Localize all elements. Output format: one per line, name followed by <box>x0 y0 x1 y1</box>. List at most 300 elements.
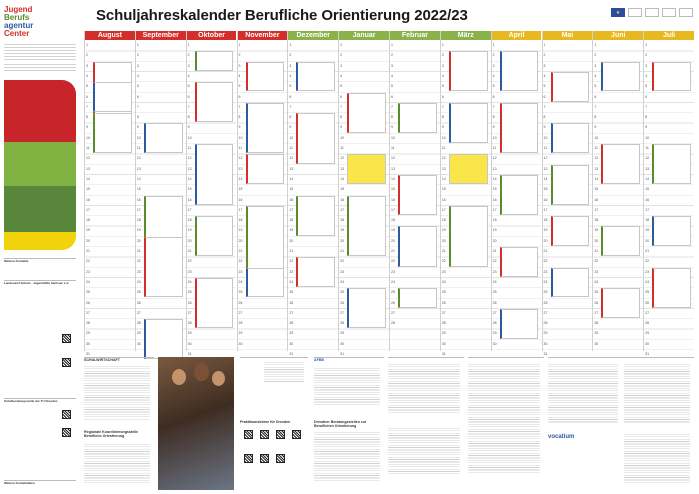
calendar-event[interactable] <box>652 216 691 246</box>
calendar-event[interactable] <box>551 268 590 298</box>
day-number: 30 <box>187 341 192 346</box>
day-number: 26 <box>441 300 446 305</box>
day-number: 16 <box>238 197 243 202</box>
day-list <box>390 41 440 351</box>
day-number: 29 <box>340 331 345 336</box>
day-number: 28 <box>391 321 395 326</box>
day-number: 31 <box>543 352 548 356</box>
day-number: 13 <box>441 166 446 171</box>
month-column <box>542 31 593 356</box>
day-number: 21 <box>594 249 599 253</box>
afbb-panel <box>314 357 384 490</box>
day-number: 31 <box>187 352 192 356</box>
day-number: 23 <box>645 269 650 274</box>
day-number: 20 <box>492 238 497 243</box>
day-number: 23 <box>594 269 599 274</box>
day-number: 11 <box>492 146 497 150</box>
day-number: 18 <box>441 218 446 223</box>
day-number: 26 <box>391 300 395 305</box>
day-number: 15 <box>543 187 548 192</box>
day-number: 31 <box>289 352 294 356</box>
day-number: 26 <box>543 300 548 305</box>
schulwirtschaft-title: SCHULWIRTSCHAFT <box>84 358 120 362</box>
day-number: 9 <box>238 125 241 130</box>
day-number: 6 <box>492 94 495 99</box>
day-number: 4 <box>645 73 648 78</box>
day-number: 22 <box>391 259 395 264</box>
day-number: 13 <box>492 166 497 171</box>
day-number: 27 <box>187 310 192 315</box>
day-number: 17 <box>391 207 395 212</box>
day-number: 19 <box>543 228 548 233</box>
day-number: 7 <box>238 104 241 109</box>
day-number: 21 <box>289 249 294 253</box>
day-number: 20 <box>136 238 141 243</box>
day-number: 30 <box>340 341 345 346</box>
day-number: 30 <box>136 341 141 346</box>
day-number: 9 <box>187 125 190 130</box>
day-number: 1 <box>187 43 190 47</box>
calendar-event[interactable] <box>449 103 488 143</box>
calendar-event[interactable] <box>246 206 285 277</box>
day-number: 1 <box>238 43 241 47</box>
day-number: 12 <box>594 156 599 161</box>
day-number: 11 <box>340 146 344 150</box>
day-number: 4 <box>289 73 292 78</box>
day-number: 17 <box>645 207 650 212</box>
day-number: 11 <box>543 146 548 150</box>
calendar-event[interactable] <box>551 216 590 246</box>
day-number: 14 <box>441 176 446 181</box>
day-number: 29 <box>86 331 90 336</box>
day-number: 10 <box>594 135 599 140</box>
day-number: 16 <box>391 197 395 202</box>
day-number: 11 <box>289 146 293 150</box>
day-number: 28 <box>543 321 548 326</box>
day-number: 10 <box>543 135 548 140</box>
day-number: 1 <box>136 43 139 47</box>
day-number: 9 <box>391 125 393 130</box>
day-number: 17 <box>187 207 192 212</box>
partner-block-yellow <box>4 232 76 250</box>
day-number: 6 <box>543 94 546 99</box>
contacts-box <box>4 258 76 263</box>
vocatium-text-3 <box>624 434 690 484</box>
month-header: Dezember <box>288 31 338 40</box>
day-number: 25 <box>594 290 599 295</box>
day-number: 21 <box>238 249 243 253</box>
day-number: 19 <box>492 228 497 233</box>
day-number: 29 <box>492 331 497 336</box>
day-number: 16 <box>543 197 548 202</box>
day-number: 29 <box>289 331 294 336</box>
day-number: 25 <box>187 290 192 295</box>
calendar-event[interactable] <box>347 93 386 133</box>
day-number: 5 <box>86 84 88 89</box>
day-number: 31 <box>86 352 90 356</box>
qr-code-icon <box>260 430 269 439</box>
day-number: 29 <box>187 331 192 336</box>
day-number: 12 <box>86 156 90 161</box>
day-number: 19 <box>391 228 395 233</box>
qr-code-icon <box>292 430 301 439</box>
day-number: 8 <box>238 115 241 120</box>
calendar-event[interactable] <box>296 257 335 287</box>
day-number: 24 <box>441 279 446 284</box>
day-number: 4 <box>238 73 241 78</box>
afbb-logo: AFBB <box>314 358 324 362</box>
day-number: 19 <box>238 228 243 233</box>
day-number: 22 <box>340 259 345 264</box>
calendar-event[interactable] <box>246 154 285 184</box>
day-number: 11 <box>645 146 649 150</box>
day-number: 26 <box>187 300 192 305</box>
calendar-event[interactable] <box>93 82 132 112</box>
day-number: 15 <box>238 187 243 192</box>
calendar-event[interactable] <box>500 309 539 339</box>
day-number: 14 <box>340 176 345 181</box>
qr-code-icon <box>276 430 285 439</box>
day-number: 11 <box>136 146 141 150</box>
calendar-event[interactable] <box>601 144 640 184</box>
day-number: 29 <box>136 331 141 336</box>
day-number: 1 <box>391 43 393 47</box>
day-number: 10 <box>238 135 243 140</box>
calendar-event[interactable] <box>398 288 437 308</box>
calendar-event[interactable] <box>398 103 437 133</box>
calendar-event[interactable] <box>398 226 437 266</box>
calendar-event[interactable] <box>195 216 234 256</box>
day-number: 9 <box>594 125 597 130</box>
day-number: 2 <box>136 53 139 58</box>
day-number: 27 <box>543 310 548 315</box>
calendar-event[interactable] <box>449 154 488 184</box>
day-number: 8 <box>289 115 292 120</box>
calendar-event[interactable] <box>195 51 234 71</box>
month-column <box>338 31 389 356</box>
day-number: 9 <box>340 125 343 130</box>
beratung-panel <box>468 357 544 490</box>
calendar-event[interactable] <box>652 62 691 92</box>
day-number: 27 <box>391 310 395 315</box>
info-text-2 <box>388 428 460 474</box>
weitere-title: Weitere Kontaktdaten <box>4 481 35 485</box>
day-number: 10 <box>391 135 395 140</box>
calendar-event[interactable] <box>296 196 335 236</box>
day-number: 3 <box>441 63 444 68</box>
calendar-event[interactable] <box>296 62 335 92</box>
day-number: 8 <box>340 115 343 120</box>
month-header: Juni <box>593 31 643 40</box>
day-number: 20 <box>238 238 243 243</box>
day-number: 11 <box>187 146 192 150</box>
dresden-logo-icon <box>679 8 693 17</box>
calendar-event[interactable] <box>500 51 539 91</box>
day-number: 18 <box>492 218 497 223</box>
day-number: 18 <box>238 218 243 223</box>
partner-logos <box>611 8 693 17</box>
day-number: 18 <box>86 218 90 223</box>
day-number: 19 <box>645 228 650 233</box>
day-number: 31 <box>441 352 446 356</box>
day-number: 4 <box>187 73 190 78</box>
day-number: 6 <box>187 94 190 99</box>
day-number: 2 <box>289 53 292 58</box>
calendar-event[interactable] <box>347 288 386 328</box>
day-number: 6 <box>86 94 88 99</box>
student-face <box>212 371 225 386</box>
day-number: 14 <box>594 176 599 181</box>
day-number: 17 <box>238 207 243 212</box>
day-number: 8 <box>594 115 597 120</box>
beratung-text <box>468 364 540 474</box>
day-number: 17 <box>289 207 294 212</box>
page-title: Schuljahreskalender Berufliche Orientierung 2022/23 <box>96 7 468 24</box>
calendar-event[interactable] <box>398 175 437 215</box>
day-number: 30 <box>289 341 294 346</box>
qr-code-icon <box>244 430 253 439</box>
day-number: 21 <box>136 249 141 253</box>
logo-line-4: Center <box>4 29 30 38</box>
day-number: 3 <box>187 63 190 68</box>
landesamt-box <box>4 280 76 285</box>
day-number: 14 <box>492 176 497 181</box>
day-number: 30 <box>492 341 497 346</box>
day-number: 30 <box>594 341 599 346</box>
calendar-event[interactable] <box>601 288 640 318</box>
day-number: 29 <box>441 331 446 336</box>
dresdner-text <box>314 432 380 482</box>
day-number: 20 <box>187 238 192 243</box>
day-number: 5 <box>238 84 241 89</box>
day-number: 21 <box>391 249 395 253</box>
day-number: 24 <box>492 279 497 284</box>
day-number: 5 <box>187 84 190 89</box>
day-number: 15 <box>340 187 345 192</box>
day-number: 9 <box>289 125 292 130</box>
day-number: 28 <box>238 321 243 326</box>
day-number: 24 <box>391 279 395 284</box>
day-number: 3 <box>391 63 393 68</box>
calendar-event[interactable] <box>601 226 640 256</box>
day-number: 4 <box>492 73 495 78</box>
day-number: 23 <box>238 269 243 274</box>
vocatium-text <box>548 364 618 424</box>
day-number: 15 <box>441 187 446 192</box>
day-list <box>543 41 593 356</box>
day-number: 27 <box>441 310 446 315</box>
day-number: 14 <box>86 176 90 181</box>
month-column <box>592 31 643 351</box>
day-number: 19 <box>594 228 599 233</box>
day-number: 24 <box>238 279 243 284</box>
day-number: 26 <box>136 300 141 305</box>
day-number: 5 <box>391 84 393 89</box>
calendar-event[interactable] <box>144 123 183 153</box>
month-header: Februar <box>390 31 440 40</box>
day-number: 26 <box>289 300 294 305</box>
day-number: 21 <box>86 249 90 253</box>
day-number: 7 <box>441 104 444 109</box>
month-column <box>287 31 338 356</box>
day-number: 16 <box>187 197 192 202</box>
day-number: 30 <box>238 341 243 346</box>
schule-title: Schulberatungsstelle der TU Dresden <box>4 399 58 403</box>
month-column <box>491 31 542 351</box>
day-number: 19 <box>86 228 90 233</box>
day-number: 16 <box>594 197 599 202</box>
day-list <box>85 41 135 356</box>
month-header: März <box>441 31 491 40</box>
day-number: 13 <box>289 166 294 171</box>
calendar-event[interactable] <box>144 319 183 359</box>
day-number: 31 <box>645 352 650 356</box>
day-number: 7 <box>594 104 597 109</box>
day-number: 13 <box>238 166 243 171</box>
day-number: 1 <box>86 43 88 47</box>
day-number: 10 <box>289 135 294 140</box>
calendar-event[interactable] <box>601 62 640 92</box>
calendar-event[interactable] <box>246 103 285 154</box>
calendar-event[interactable] <box>551 72 590 102</box>
qr-code-icon <box>62 428 71 437</box>
day-number: 20 <box>289 238 294 243</box>
day-number: 13 <box>340 166 345 171</box>
month-header: Mai <box>543 31 593 40</box>
day-number: 1 <box>645 43 648 47</box>
day-number: 2 <box>391 53 393 58</box>
day-number: 24 <box>543 279 548 284</box>
day-number: 12 <box>238 156 243 161</box>
day-number: 28 <box>594 321 599 326</box>
calendar-event[interactable] <box>296 113 335 164</box>
day-number: 25 <box>340 290 345 295</box>
calendar-event[interactable] <box>195 278 234 329</box>
calendar-event[interactable] <box>144 237 183 298</box>
day-number: 19 <box>289 228 294 233</box>
day-number: 4 <box>594 73 597 78</box>
partner-block-darkgreen <box>4 186 76 232</box>
day-number: 22 <box>441 259 446 264</box>
day-number: 10 <box>187 135 192 140</box>
day-number: 28 <box>340 321 345 326</box>
calendar-event[interactable] <box>93 113 132 153</box>
day-number: 3 <box>543 63 546 68</box>
day-number: 22 <box>543 259 548 264</box>
dresdner-title: Dresdner Beratungsstellen zur Beruflichen Orientierung <box>314 420 367 428</box>
calendar-event[interactable] <box>500 175 539 215</box>
day-number: 11 <box>238 146 243 150</box>
month-column <box>389 31 440 351</box>
day-number: 3 <box>238 63 241 68</box>
info-text <box>388 364 460 414</box>
calendar-event[interactable] <box>652 144 691 184</box>
vocatium-logo: vocatium <box>548 434 575 440</box>
day-number: 16 <box>289 197 294 202</box>
day-number: 8 <box>86 115 88 120</box>
day-number: 17 <box>340 207 345 212</box>
day-number: 2 <box>441 53 444 58</box>
day-number: 13 <box>645 166 650 171</box>
calendar-event[interactable] <box>500 103 539 154</box>
day-number: 12 <box>543 156 548 161</box>
day-number: 6 <box>238 94 241 99</box>
day-number: 30 <box>441 341 446 346</box>
jugendberufsagentur-logo <box>4 6 48 38</box>
day-number: 27 <box>289 310 294 315</box>
day-number: 24 <box>594 279 599 284</box>
day-number: 17 <box>441 207 446 212</box>
calendar-event[interactable] <box>246 62 285 92</box>
day-number: 9 <box>136 125 139 130</box>
day-number: 11 <box>441 146 446 150</box>
info-panel <box>388 357 464 490</box>
day-number: 1 <box>594 43 597 47</box>
day-number: 26 <box>340 300 345 305</box>
day-number: 20 <box>543 238 548 243</box>
day-number: 27 <box>340 310 345 315</box>
day-number: 19 <box>441 228 446 233</box>
day-number: 2 <box>594 53 597 58</box>
vocatium-text-2 <box>624 364 690 424</box>
day-number: 29 <box>543 331 548 336</box>
day-number: 24 <box>645 279 650 284</box>
day-number: 10 <box>340 135 345 140</box>
calendar-event[interactable] <box>652 268 691 308</box>
calendar-event[interactable] <box>195 82 234 122</box>
month-column <box>135 31 186 351</box>
day-number: 25 <box>492 290 497 295</box>
day-number: 4 <box>391 73 393 78</box>
day-number: 12 <box>441 156 446 161</box>
day-number: 10 <box>441 135 446 140</box>
schule-box <box>4 398 76 403</box>
calendar-grid <box>84 31 694 356</box>
qr-code-icon <box>62 410 71 419</box>
day-list <box>644 41 694 356</box>
calendar-event[interactable] <box>551 165 590 205</box>
left-sidebar <box>4 44 76 492</box>
afbb-text <box>314 368 380 406</box>
calendar-event[interactable] <box>500 247 539 277</box>
day-number: 25 <box>645 290 650 295</box>
day-number: 22 <box>238 259 243 264</box>
day-number: 13 <box>543 166 548 171</box>
day-number: 1 <box>441 43 444 47</box>
calendar-event[interactable] <box>449 51 488 91</box>
calendar-event[interactable] <box>347 154 386 184</box>
calendar-event[interactable] <box>551 123 590 153</box>
day-number: 6 <box>136 94 139 99</box>
calendar-event[interactable] <box>449 206 488 267</box>
day-number: 27 <box>645 310 650 315</box>
day-number: 7 <box>492 104 495 109</box>
day-number: 4 <box>136 73 139 78</box>
day-number: 5 <box>289 84 292 89</box>
day-number: 25 <box>289 290 294 295</box>
logo-line-2: Berufs <box>4 13 30 22</box>
calendar-event[interactable] <box>246 268 285 298</box>
day-number: 3 <box>645 63 648 68</box>
day-number: 16 <box>136 197 141 202</box>
day-number: 25 <box>238 290 243 295</box>
calendar-event[interactable] <box>347 196 386 257</box>
esf-logo-icon <box>628 8 642 17</box>
calendar-event[interactable] <box>195 144 234 205</box>
day-number: 15 <box>187 187 192 192</box>
day-number: 18 <box>543 218 548 223</box>
day-number: 28 <box>187 321 192 326</box>
